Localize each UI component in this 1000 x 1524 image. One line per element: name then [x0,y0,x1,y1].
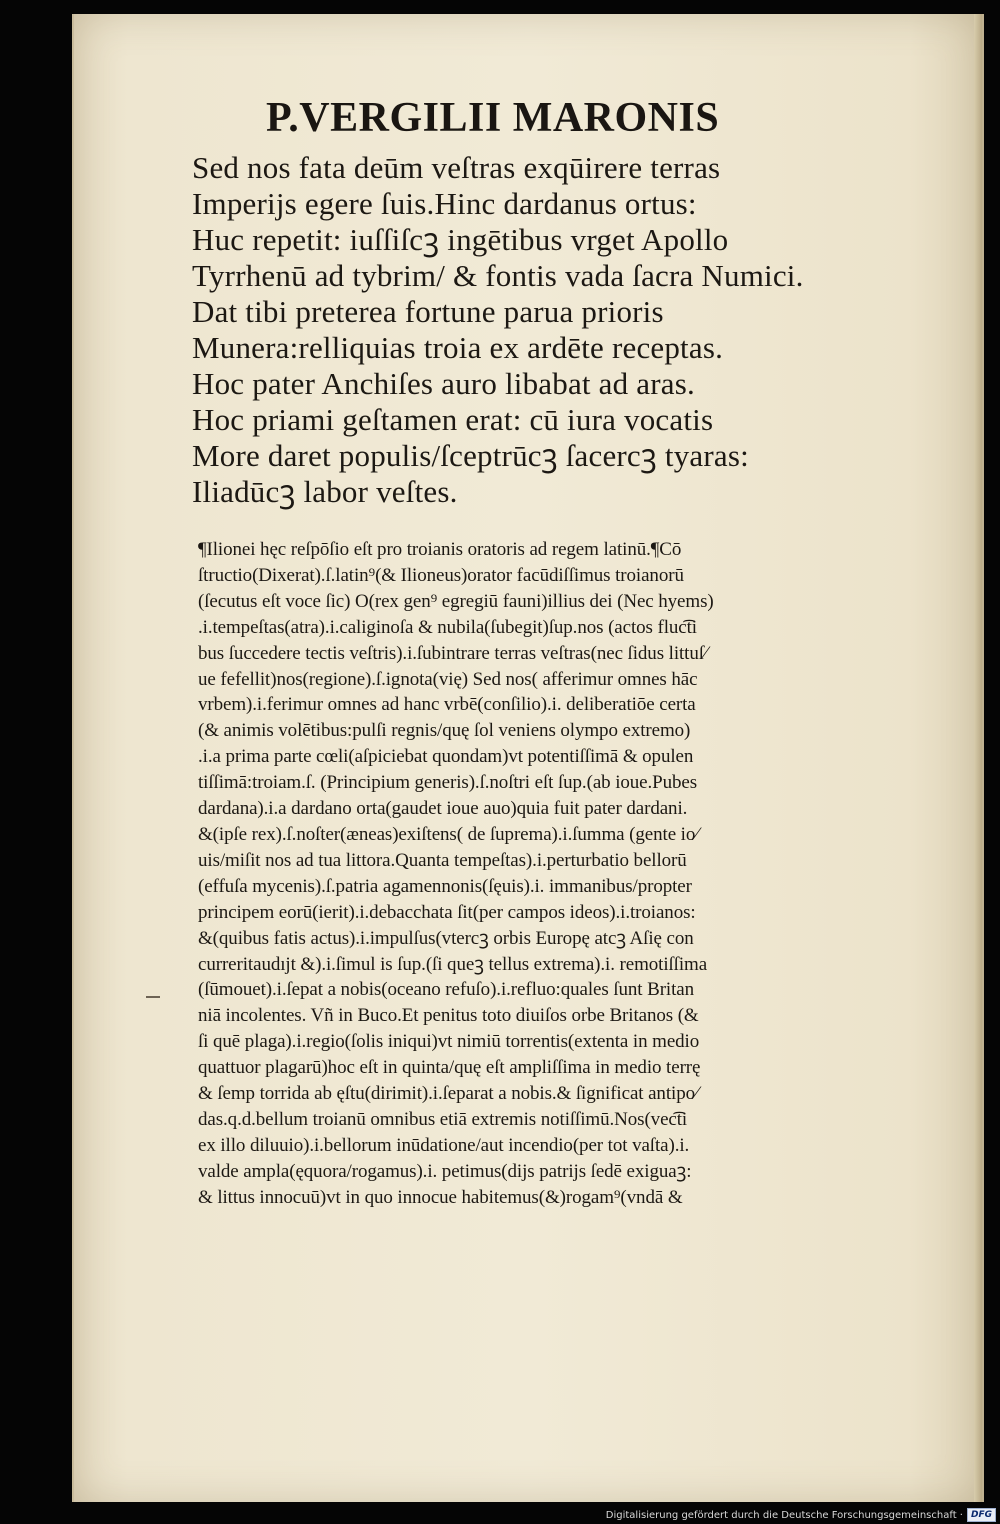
margin-mark [146,996,160,998]
running-head: P.VERGILII MARONIS [266,95,720,141]
verse-line: Iliadūcꝫ labor veſtes. [192,474,458,509]
commentary-line: &(ipſe rex).ſ.noſter(æneas)exiſtens( de ſuprema).i.ſumma (gente io⁄ [198,823,699,845]
verse-line: Imperijs egere ſuis.Hinc dardanus ortus: [192,186,697,221]
commentary-line: ¶Ilionei hęc reſpōſio eſt pro troianis oratoris ad regem latinū.¶Cō [198,539,682,560]
commentary-line: ue fefellit)nos(regione).ſ.ignota(vię) Sed nos( afferimur omnes hāc [198,668,698,690]
commentary-line: uis/miſit nos ad tua littora.Quanta tempeſtas).i.perturbatio bellorū [198,849,687,871]
verse-line: Tyrrhenū ad tybrim/ & fontis vada ſacra Numici. [192,258,804,293]
commentary-line: principem eorū(ierit).i.debacchata ſit(per campos ideos).i.troianos: [198,901,696,923]
commentary-line: (ſūmouet).i.ſepat a nobis(oceano refuſo).i.refluo:quales ſunt Britan [198,979,695,1001]
commentary-line: .i.tempeſtas(atra).i.caliginoſa & nubila(ſubegit)ſup.nos (actos fluc͡ti [198,616,697,638]
verse-line: More daret populis/ſceptrūcꝫ ſacercꝫ tyaras: [192,438,749,473]
commentary-line: dardana).i.a dardano orta(gaudet ioue auo)quia fuit pater dardani. [198,798,688,820]
commentary-line: quattuor plagarū)hoc eſt in quinta/quę eſt ampliſſima in medio terrę [198,1057,701,1079]
verse-block [192,150,912,510]
commentary-block [198,537,898,1211]
verse-line: Dat tibi preterea fortune parua prioris [192,294,664,329]
commentary-line: bus ſuccedere tectis veſtris).i.ſubintrare terras veſtras(nec ſidus littuſ⁄ [198,642,708,664]
commentary-line: (& animis volētibus:pulſi regnis/quę ſol veniens olympo extremo) [198,720,691,742]
commentary-line: das.q.d.bellum troianū omnibus etiā extremis notiſſimū.Nos(vec͡ti [198,1108,688,1130]
commentary-line: curreritaudıjt &).i.ſimul is ſup.(ſi queꝫ tellus extrema).i. remotiſſima [198,953,708,975]
commentary-line: & ſemp torrida ab ęſtu(dirimit).i.ſeparat a nobis.& ſignificat antipo⁄ [198,1083,699,1105]
page-edge [974,14,982,1502]
verse-line: Munera:relliquias troia ex ardēte receptas. [192,330,724,365]
verse-line: Sed nos fata deūm veſtras exqūirere terras [192,150,721,185]
commentary-line: &(quibus fatis actus).i.impulſus(vtercꝫ orbis Europę atcꝫ Aſię con [198,927,694,949]
commentary-line: tiſſimā:troiam.ſ. (Principium generis).ſ.noſtri eſt ſup.(ab ioue.Pubes [198,772,698,794]
funding-notice: Digitalisierung gefördert durch die Deutsche Forschungsgemeinschaft · [605,1509,963,1521]
verse-line: Hoc pater Anchiſes auro libabat ad aras. [192,366,695,401]
commentary-line: (ſecutus eſt voce ſic) O(rex gen⁹ egregiū fauni)illius dei (Nec hyems) [198,590,714,612]
commentary-line: vrbem).i.ferimur omnes ad hanc vrbē(conſilio).i. deliberatiōe certa [198,694,696,716]
dfg-logo-icon: DFG [967,1508,996,1522]
commentary-line: & littus innocuū)vt in quo innocue habitemus(&)rogam⁹(vndā & [198,1186,683,1208]
commentary-line: valde ampla(ęquora/rogamus).i. petimus(dijs patrijs ſedē exiguaꝫ: [198,1160,692,1182]
verse-line: Hoc priami geſtamen erat: cū iura vocatis [192,402,714,437]
commentary-line: .i.a prima parte cœli(aſpiciebat quondam)vt potentiſſimā & opulen [198,746,694,768]
commentary-line: ſtructio(Dixerat).ſ.latin⁹(& Ilioneus)orator facūdiſſimus troianorū [198,564,684,586]
commentary-line: niā incolentes. Vñ in Buco.Et penitus toto diuiſos orbe Britanos (& [198,1005,699,1027]
commentary-line: (effuſa mycenis).ſ.patria agamennonis(ſęuis).i. immanibus/propter [198,875,692,897]
footer-bar [605,1508,996,1522]
commentary-line: ex illo diluuio).i.bellorum inūdatione/aut incendio(per tot vaſta).i. [198,1134,690,1156]
verse-line: Huc repetit: iuſſiſcꝫ ingētibus vrget Apollo [192,222,729,257]
commentary-line: ſi quē plaga).i.regio(ſolis iniqui)vt nimiū torrentis(extenta in medio [198,1031,700,1053]
